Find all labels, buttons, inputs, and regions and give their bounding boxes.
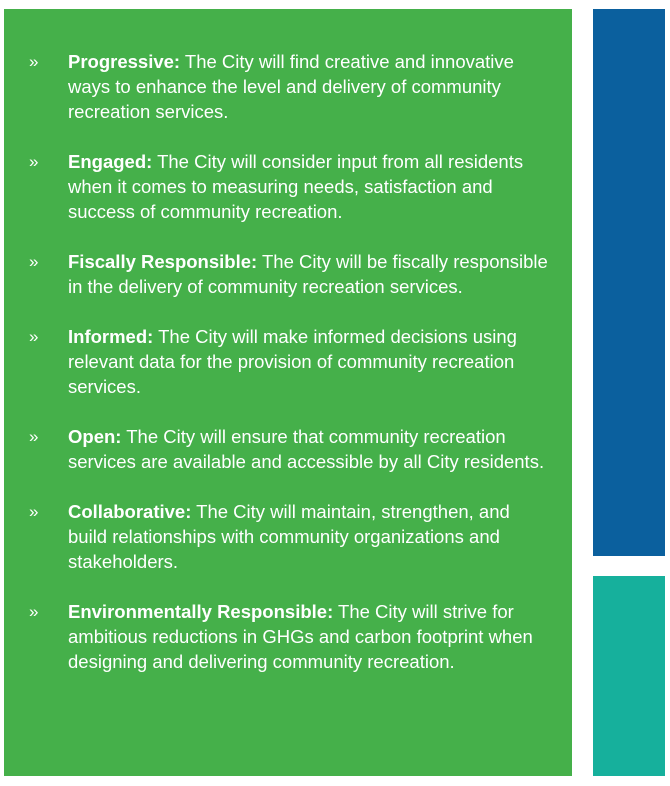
bullet-icon: » bbox=[29, 427, 39, 446]
principle-term: Informed: bbox=[68, 326, 154, 347]
principle-text: The City will be fiscally responsible in the delivery of community recreation services. bbox=[68, 251, 548, 297]
principle-text: The City will maintain, strengthen, and build relationships with community organizations and stakeholders. bbox=[68, 501, 510, 572]
bullet-icon: » bbox=[29, 327, 39, 346]
principle-item-environmentally-responsible bbox=[4, 599, 572, 674]
principle-text: The City will consider input from all residents when it comes to measuring needs, satisfaction and success of community recreation. bbox=[68, 151, 524, 222]
principle-item-informed bbox=[4, 324, 572, 399]
principle-term: Progressive: bbox=[68, 51, 181, 72]
decorative-teal-bar bbox=[593, 576, 665, 776]
principle-item-open bbox=[4, 424, 572, 474]
principle-item-progressive bbox=[4, 49, 572, 124]
principles-list bbox=[4, 49, 572, 699]
principle-term: Fiscally Responsible: bbox=[68, 251, 258, 272]
principle-text: The City will make informed decisions using relevant data for the provision of community recreation services. bbox=[68, 326, 517, 397]
principle-text: The City will ensure that community recreation services are available and accessible by all City residents. bbox=[68, 426, 545, 472]
principle-item-fiscally-responsible bbox=[4, 249, 572, 299]
bullet-icon: » bbox=[29, 52, 39, 71]
bullet-icon: » bbox=[29, 152, 39, 171]
decorative-blue-bar bbox=[593, 9, 665, 556]
principle-term: Collaborative: bbox=[68, 501, 192, 522]
principle-term: Open: bbox=[68, 426, 122, 447]
bullet-icon: » bbox=[29, 602, 39, 621]
principle-item-engaged bbox=[4, 149, 572, 224]
principle-text: The City will strive for ambitious reductions in GHGs and carbon footprint when designing and delivering community recreation. bbox=[68, 601, 533, 672]
principle-term: Environmentally Responsible: bbox=[68, 601, 334, 622]
principle-item-collaborative bbox=[4, 499, 572, 574]
principle-term: Engaged: bbox=[68, 151, 153, 172]
principles-panel bbox=[4, 9, 572, 776]
bullet-icon: » bbox=[29, 252, 39, 271]
principle-text: The City will find creative and innovative ways to enhance the level and delivery of community recreation services. bbox=[68, 51, 514, 122]
bullet-icon: » bbox=[29, 502, 39, 521]
